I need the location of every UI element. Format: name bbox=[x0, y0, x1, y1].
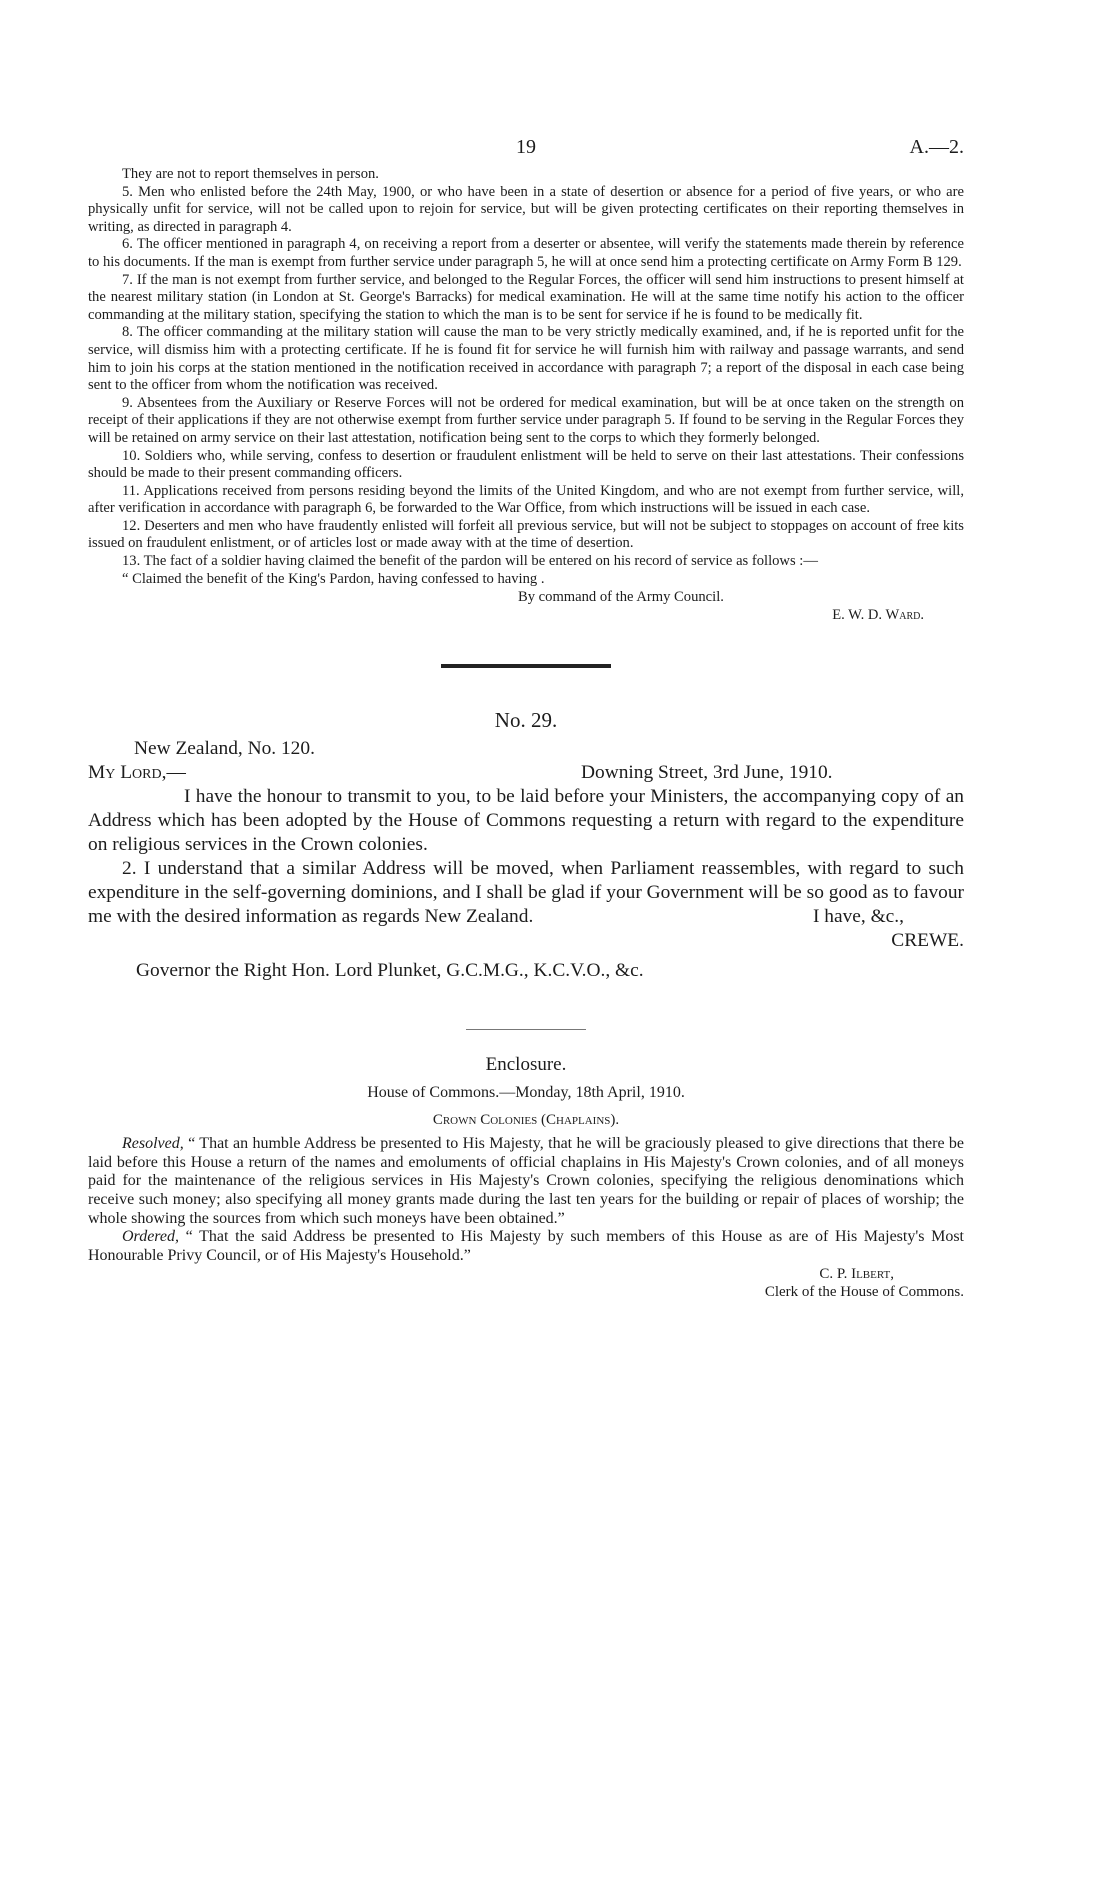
location-date: Downing Street, 3rd June, 1910. bbox=[581, 762, 833, 784]
closing: I have, &c., bbox=[813, 906, 904, 928]
enclosure-heading: Enclosure. bbox=[485, 1054, 567, 1076]
signatory: E. W. D. Ward. bbox=[832, 607, 924, 624]
resolved-label: Resolved, bbox=[122, 1135, 184, 1153]
clerk-title: Clerk of the House of Commons. bbox=[764, 1284, 964, 1301]
despatch bbox=[88, 737, 964, 983]
page-number: 19 bbox=[516, 136, 536, 158]
paragraph-8: 8. The officer commanding at the military station will cause the man to be very strictly medically examined, and, if he is reported unfit for the service, will dismiss him with a protecting certificate. If he is found fit for service he will furnish him with railway and passage warrants, and send him to join his corps at the station mentioned in the notification received in accordance with paragraph 7; a report of the disposal in each case being sent to the officer from whom the notification was received. bbox=[88, 324, 964, 394]
clerk-name: C. P. Ilbert, bbox=[819, 1266, 894, 1283]
enclosure-divider bbox=[466, 1029, 586, 1030]
section-divider bbox=[441, 664, 611, 668]
enclosure-subject: Crown Colonies (Chaplains). bbox=[432, 1112, 620, 1129]
paragraph-5: 5. Men who enlisted before the 24th May, 1900, or who have been in a state of desertion or absence for a period of five years, or who are physically unfit for service, will not be called upon to rejoin for service, but will be given protecting certificates on their reporting themselves in writing, as directed in paragraph 4. bbox=[88, 183, 964, 235]
enclosure-body bbox=[88, 1135, 964, 1265]
paragraph-9: 9. Absentees from the Auxiliary or Reserve Forces will not be ordered for medical examination, but will be at once taken on the strength on receipt of their applications if they are not otherwise exempt from further service under paragraph 5. If found to be serving in the Regular Forces they will be retained on army service on their last attestation, notification being sent to the corps to which they formerly belonged. bbox=[88, 394, 964, 446]
house-date: House of Commons.—Monday, 18th April, 1910. bbox=[367, 1084, 685, 1102]
paragraph-13: 13. The fact of a soldier having claimed the benefit of the pardon will be entered on his record of service as follows :— bbox=[122, 553, 818, 570]
ordered-label: Ordered, bbox=[122, 1228, 180, 1246]
salutation: My Lord,— bbox=[88, 762, 186, 784]
paragraph-10: 10. Soldiers who, while serving, confess to desertion or fraudulent enlistment will be held to serve on their last attestations. Their confessions should be made to their present commanding officers. bbox=[88, 447, 964, 482]
new-zealand-number: New Zealand, No. 120. bbox=[134, 738, 315, 760]
running-header bbox=[88, 136, 964, 166]
despatch-paragraph-2 bbox=[88, 857, 964, 929]
resolved-paragraph bbox=[88, 1135, 964, 1228]
paragraph-6: 6. The officer mentioned in paragraph 4, on receiving a report from a deserter or absentee, will verify the statements made therein by reference to his documents. If the man is exempt from further service under paragraph 5, he will at once send him a protecting certificate on Army Form B 129. bbox=[88, 236, 964, 270]
circular-continuation bbox=[88, 166, 964, 588]
salutation-line bbox=[88, 761, 964, 785]
signoff: By command of the Army Council. bbox=[518, 589, 724, 606]
addressee: Governor the Right Hon. Lord Plunket, G.C.M.G., K.C.V.O., &c. bbox=[136, 960, 644, 982]
clerk-signature bbox=[88, 1265, 964, 1301]
despatch-number: No. 29. bbox=[494, 708, 558, 733]
paragraph-12: 12. Deserters and men who have fraudently enlisted will forfeit all previous service, but will not be subject to stoppages on account of free kits issued on fraudulent enlistment, or of articles lost or made away with at the time of desertion. bbox=[88, 517, 964, 552]
document-reference: A.—2. bbox=[909, 136, 964, 158]
signature: CREWE. bbox=[891, 930, 964, 952]
despatch-paragraph-2-text: 2. I understand that a similar Address will be moved, when Parliament reassembles, with regard to such expenditure in the self-governing dominions, and I shall be glad if your Government will be so good as to favour me with the desired information as regards New Zealand. bbox=[88, 858, 964, 928]
paragraph-11: 11. Applications received from persons residing beyond the limits of the United Kingdom, and who are not exempt from further service, will, after verification in accordance with paragraph 6, be forwarded to the War Office, from which instructions will be issued in each case. bbox=[88, 482, 964, 517]
ordered-paragraph bbox=[88, 1228, 964, 1265]
pardon-quote: “ Claimed the benefit of the King's Pardon, having confessed to having . bbox=[122, 570, 545, 587]
army-council-signature bbox=[88, 588, 964, 624]
paragraph: They are not to report themselves in person. bbox=[122, 166, 379, 182]
document-page bbox=[88, 136, 964, 1301]
resolved-text: “ That an humble Address be presented to His Majesty, that he will be graciously pleased to give directions that there be laid before this House a return of the names and emoluments of official chaplains in His Majesty's Crown colonies, and of all moneys paid for the maintenance of the religious services in His Majesty's Crown colonies, specifying the religious denominations which receive such money; also specifying all money grants made during the last ten years for the building or repair of places of worship; the whole showing the sources from which such moneys have been obtained.” bbox=[88, 1135, 965, 1227]
paragraph-7: 7. If the man is not exempt from further service, and belonged to the Regular Forces, the officer will send him instructions to present himself at the nearest military station (in London at St. George's Barracks) for medical examination. He will at the same time notify his action to the officer commanding at the military station, specifying the station to which the man is to be sent for service if he is found to be medically fit. bbox=[88, 271, 964, 323]
ordered-text: “ That the said Address be presented to His Majesty by such members of this House as are of His Majesty's Most Honourable Privy Council, or of His Majesty's Household.” bbox=[88, 1228, 965, 1264]
despatch-paragraph-1: I have the honour to transmit to you, to be laid before your Ministers, the accompanying copy of an Address which has been adopted by the House of Commons requesting a return with regard to the expenditure on religious services in the Crown colonies. bbox=[88, 786, 964, 856]
